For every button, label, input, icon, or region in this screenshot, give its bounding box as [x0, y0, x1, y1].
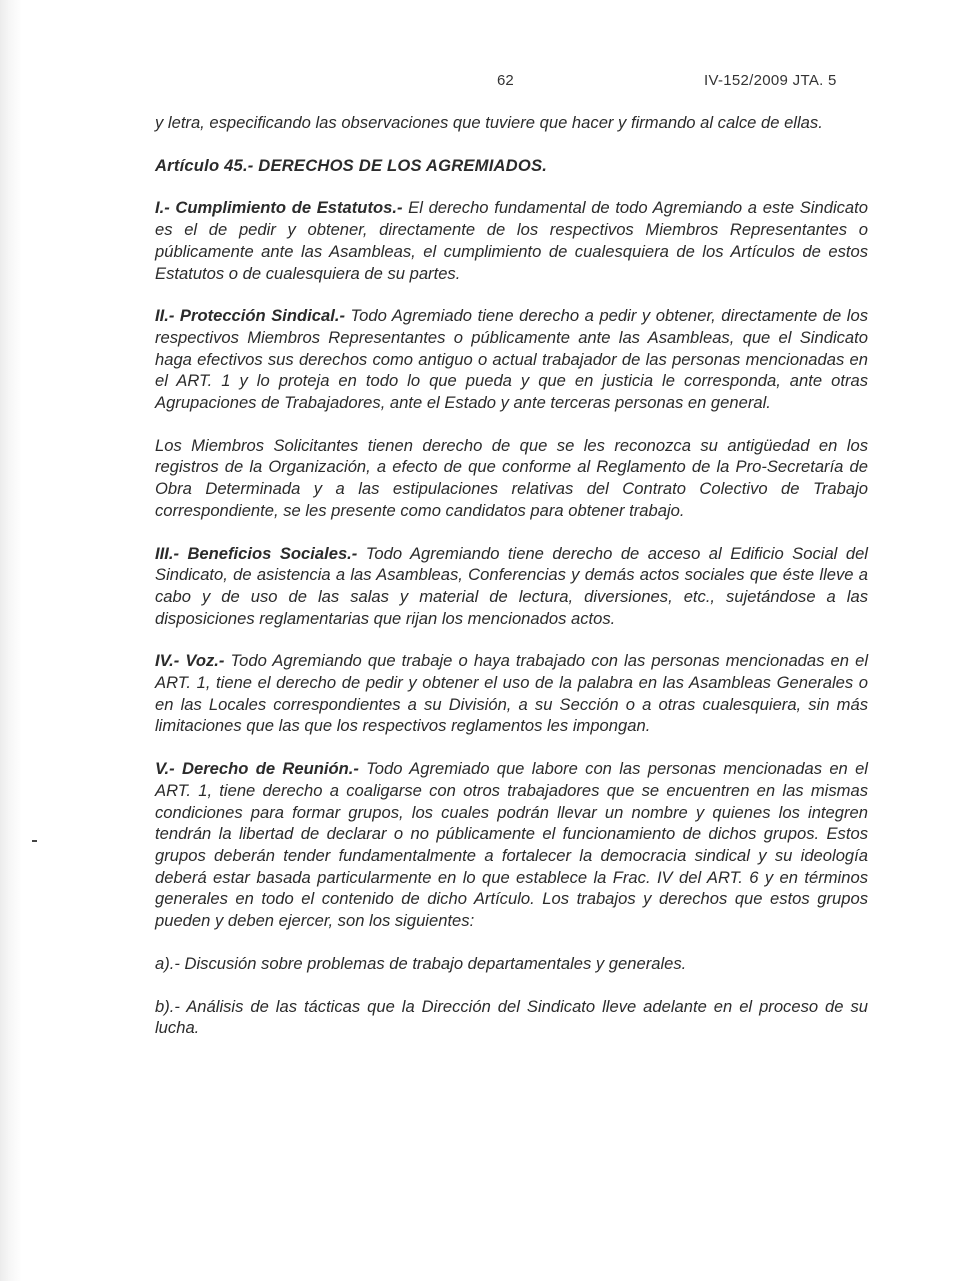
section-1-title: I.- Cumplimiento de Estatutos.- [155, 198, 403, 218]
case-number: IV-152/2009 JTA. 5 [704, 72, 837, 89]
section-5-paragraph [155, 758, 868, 932]
section-4-paragraph [155, 650, 868, 737]
section-2-title: II.- Protección Sindical.- [155, 306, 345, 326]
section-2-text: Todo Agremiado tiene derecho a pedir y obtener, directamente de los respectivos Miembros Representantes o públicamente ante las Asambleas, que el Sindicato haga efectivos sus derechos como antiguo o actual trabajador de las personas mencionadas en el ART. 1 y lo proteja en todo lo que pueda y que en justicia le corresponda, ante otras Agrupaciones de Trabajadores, ante el Estado y ante terceras personas en general. [155, 306, 868, 413]
document-body [155, 112, 868, 1039]
article-heading: Artículo 45.- DERECHOS DE LOS AGREMIADOS. [155, 155, 548, 175]
section-5-title: V.- Derecho de Reunión.- [155, 759, 359, 779]
section-1-text: El derecho fundamental de todo Agremiando a este Sindicato es el de pedir y obtener, directamente de los respectivos Miembros Representantes o públicamente ante las Asambleas, el cumplimiento de cualesquiera de los Artículos de estos Estatutos o de cualesquiera de su partes. [155, 198, 869, 283]
scan-edge-shadow [0, 0, 22, 1281]
section-1-paragraph [155, 197, 868, 284]
section-4-text: Todo Agremiando que trabaje o haya trabajado con las personas mencionadas en el ART. 1, tiene el derecho de pedir y obtener el uso de la palabra en las Asambleas Generales o en las Locales correspondientes a su División, a su Sección o a otras cualesquiera, sin más limitaciones que las que los respectivos reglamentos les impongan. [155, 651, 869, 736]
margin-mark [32, 840, 37, 842]
section-3-paragraph [155, 543, 868, 630]
section-2-extra-paragraph: Los Miembros Solicitantes tienen derecho de que se les reconozca su antigüedad en los registros de la Organización, a efecto de que conforme al Reglamento de la Pro-Secretaría de Obra Determinada y a las estipulaciones relativas del Contrato Colectivo de Trabajo correspondiente, se les presente como candidatos para obtener trabajo. [155, 435, 868, 520]
list-item-a: a).- Discusión sobre problemas de trabajo departamentales y generales. [155, 953, 687, 973]
page-header [0, 72, 976, 96]
section-5-text: Todo Agremiado que labore con las personas mencionadas en el ART. 1, tiene derecho a coaligarse con otros trabajadores que se encuentren en las mismas condiciones para formar grupos, los cuales podrán llevar un nombre y quienes los integren tendrán la libertad de declarar o no públicamente el funcionamiento de dichos grupos. Estos grupos deberán tender fundamentalmente a fortalecer la democracia sindical y su ideología deberá estar basada particularmente en lo que establece la Frac. IV del ART. 6 y en términos generales en todo el contenido de dicho Artículo. Los trabajos y derechos que estos grupos pueden y deben ejercer, son los siguientes: [155, 759, 868, 931]
section-2-paragraph [155, 305, 868, 414]
section-3-text: Todo Agremiando tiene derecho de acceso al Edificio Social del Sindicato, de asistencia a las Asambleas, Conferencias y demás actos sociales que éste lleve a cabo y de uso de las salas y material de lectura, diversiones, etc., sujetándose a las disposiciones reglamentarias que rijan los mencionados actos. [155, 543, 868, 628]
section-4-title: IV.- Voz.- [155, 651, 225, 671]
section-3-title: III.- Beneficios Sociales.- [155, 543, 358, 563]
list-item-b: b).- Análisis de las tácticas que la Dirección del Sindicato lleve adelante en el proceso de su lucha. [155, 996, 868, 1038]
intro-paragraph: y letra, especificando las observaciones que tuviere que hacer y firmando al calce de ellas. [155, 113, 823, 132]
page-number: 62 [497, 72, 514, 89]
